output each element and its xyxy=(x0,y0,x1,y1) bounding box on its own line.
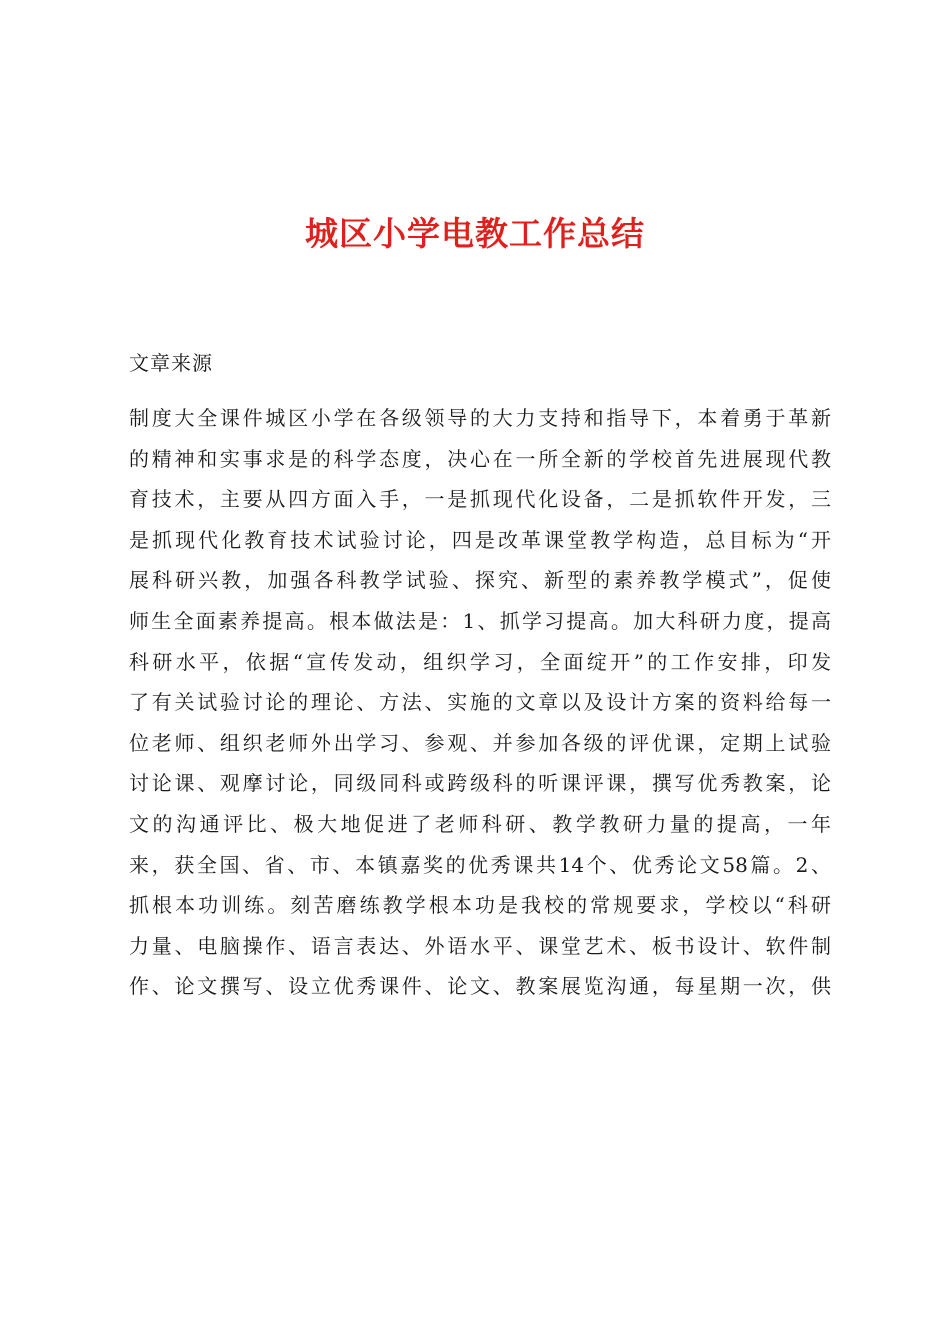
body-line: 制度大全课件城区小学在各级领导的大力支持和指导下，本着勇于革新 xyxy=(129,406,831,430)
body-line: 抓根本功训练。刻苦磨练教学根本功是我校的常规要求，学校以“科研 xyxy=(129,893,831,918)
body-line: 科研水平，依据“宣传发动，组织学习，全面绽开”的工作安排，印发 xyxy=(129,649,831,674)
body-line: 讨论课、观摩讨论，同级同科或跨级科的听课评课，撰写优秀教案，论 xyxy=(129,771,831,796)
body-text xyxy=(129,398,831,1007)
body-line: 力量、电脑操作、语言表达、外语水平、课堂艺术、板书设计、软件制 xyxy=(129,933,831,958)
body-line: 作、论文撰写、设立优秀课件、论文、教案展览沟通，每星期一次，供 xyxy=(129,974,831,999)
body-line: 了有关试验讨论的理论、方法、实施的文章以及设计方案的资料给每一 xyxy=(129,690,831,715)
body-line: 是抓现代化教育技术试验讨论，四是改革课堂教学构造，总目标为“开 xyxy=(129,527,831,552)
body-line: 来，获全国、省、市、本镇嘉奖的优秀课共14个、优秀论文58篇。2、 xyxy=(129,852,831,877)
source-label: 文章来源 xyxy=(129,351,213,375)
body-line: 位老师、组织老师外出学习、参观、并参加各级的评优课，定期上试验 xyxy=(129,730,831,755)
body-line: 的精神和实事求是的科学态度，决心在一所全新的学校首先进展现代教 xyxy=(129,446,831,471)
body-line: 育技术，主要从四方面入手，一是抓现代化设备，二是抓软件开发，三 xyxy=(129,487,831,512)
body-line: 师生全面素养提高。根本做法是：1、抓学习提高。加大科研力度，提高 xyxy=(129,608,831,633)
document-title: 城区小学电教工作总结 xyxy=(305,214,645,253)
body-line: 展科研兴教，加强各科教学试验、探究、新型的素养教学模式”，促使 xyxy=(129,568,831,593)
body-line: 文的沟通评比、极大地促进了老师科研、教学教研力量的提高，一年 xyxy=(129,811,831,836)
